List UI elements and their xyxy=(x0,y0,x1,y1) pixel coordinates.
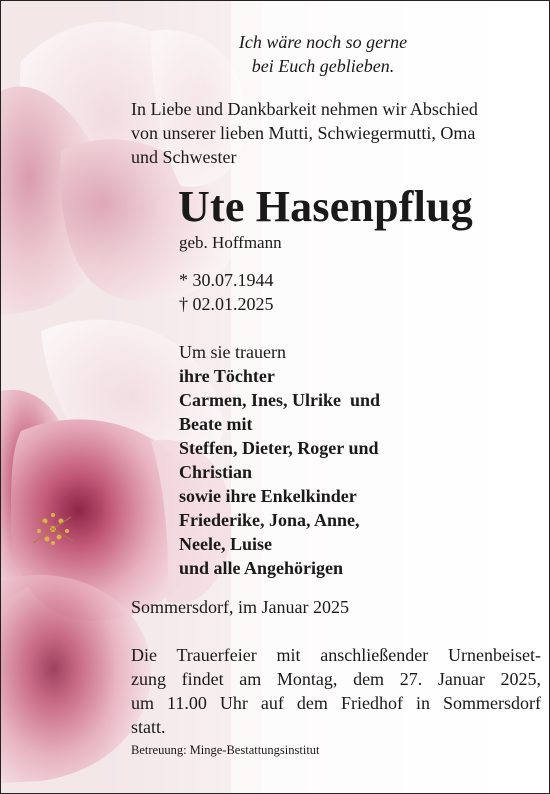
mourner-line: und alle Angehörigen xyxy=(179,558,344,578)
mourners-list xyxy=(179,340,479,580)
ceremony-line: Die Trauerfeier mit anschließender Urnenbeiset- xyxy=(131,645,541,665)
life-dates xyxy=(179,268,274,316)
motto-line: Ich wäre noch so gerne xyxy=(238,32,408,52)
intro-line: In Liebe und Dankbarkeit nehmen wir Abschied xyxy=(131,99,478,119)
birth-name: geb. Hoffmann xyxy=(179,233,282,252)
ceremony-line: um 11.00 Uhr auf dem Friedhof in Sommersdorf xyxy=(131,693,541,713)
ceremony-line: zung findet am Montag, dem 27. Januar 2025, xyxy=(131,669,541,689)
mourner-line: Carmen, Ines, Ulrike und xyxy=(179,390,381,410)
death-date: † 02.01.2025 xyxy=(179,294,274,314)
mourner-line: Friederike, Jona, Anne, xyxy=(179,510,360,530)
intro-line: und Schwester xyxy=(131,147,237,167)
mourner-line: Beate mit xyxy=(179,414,253,434)
mourner-line: Steffen, Dieter, Roger und xyxy=(179,438,379,458)
mourners-lead: Um sie trauern xyxy=(179,342,286,362)
mourner-line: Neele, Luise xyxy=(179,534,272,554)
ceremony-line: statt. xyxy=(131,717,166,737)
mourner-line: sowie ihre Enkelkinder xyxy=(179,486,357,506)
farewell-intro xyxy=(131,97,541,169)
place-and-date: Sommersdorf, im Januar 2025 xyxy=(131,597,349,617)
mourner-line: Christian xyxy=(179,462,253,482)
funeral-ceremony-info xyxy=(131,643,541,739)
motto-line: bei Euch geblieben. xyxy=(251,56,395,76)
funeral-home-credit: Betreuung: Minge-Bestattungsinstitut xyxy=(131,743,320,757)
mourner-line: ihre Töchter xyxy=(179,366,275,386)
memorial-motto xyxy=(213,30,433,78)
deceased-name: Ute Hasenpflug xyxy=(178,182,473,231)
intro-line: von unserer lieben Mutti, Schwiegermutti, Oma xyxy=(131,123,476,143)
birth-date: * 30.07.1944 xyxy=(179,270,274,290)
